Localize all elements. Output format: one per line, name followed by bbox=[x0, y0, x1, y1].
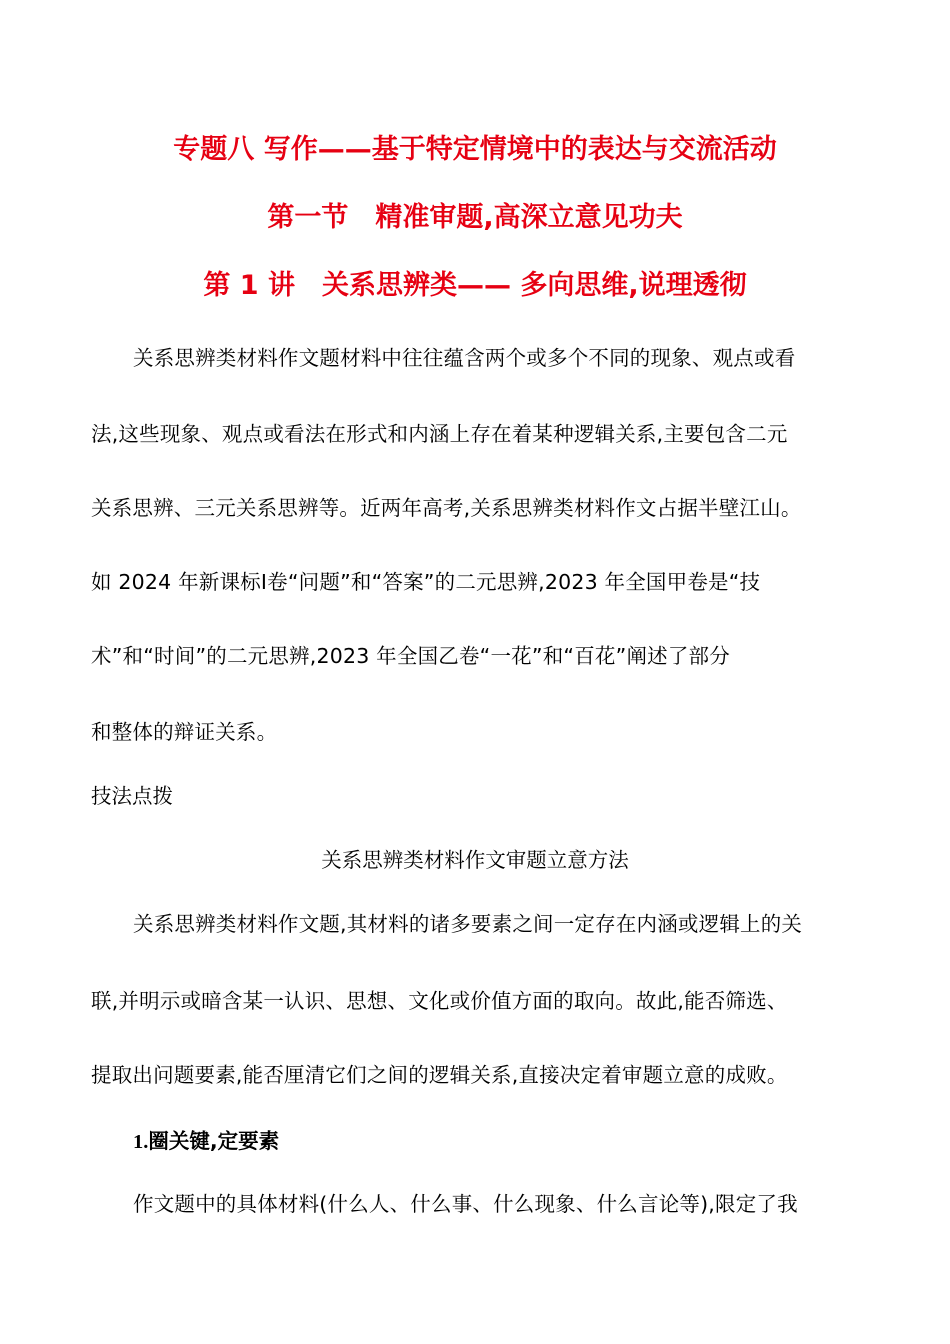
paragraph-line: 关系思辨类材料作文题,其材料的诸多要素之间一定存在内涵或逻辑上的关 bbox=[133, 912, 803, 936]
paragraph-line: 关系思辨、三元关系思辨等。近两年高考,关系思辨类材料作文占据半壁江山。 bbox=[91, 496, 802, 520]
point-number: 1. bbox=[133, 1131, 149, 1153]
paragraph-line: 关系思辨类材料作文题材料中往往蕴含两个或多个不同的现象、观点或看 bbox=[133, 346, 796, 370]
point-heading bbox=[133, 1124, 279, 1154]
method-title: 关系思辨类材料作文审题立意方法 bbox=[321, 848, 629, 872]
paragraph-line: 法,这些现象、观点或看法在形式和内涵上存在着某种逻辑关系,主要包含二元 bbox=[91, 422, 788, 446]
section-label: 技法点拨 bbox=[91, 784, 173, 808]
paragraph-line: 联,并明示或暗含某一认识、思想、文化或价值方面的取向。故此,能否筛选、 bbox=[91, 989, 788, 1013]
point-title: 圈关键,定要素 bbox=[148, 1129, 280, 1153]
paragraph-line: 提取出问题要素,能否厘清它们之间的逻辑关系,直接决定着审题立意的成败。 bbox=[91, 1063, 788, 1087]
paragraph-line: 如 2024 年新课标Ⅰ卷“问题”和“答案”的二元思辨,2023 年全国甲卷是“技 bbox=[91, 570, 761, 594]
paragraph-line: 术”和“时间”的二元思辨,2023 年全国乙卷“一花”和“百花”阐述了部分 bbox=[91, 644, 730, 668]
paragraph-line: 和整体的辩证关系。 bbox=[91, 720, 278, 744]
paragraph-line: 作文题中的具体材料(什么人、什么事、什么现象、什么言论等),限定了我 bbox=[133, 1192, 798, 1216]
section-heading: 第一节 精准审题,高深立意见功夫 bbox=[267, 202, 683, 233]
topic-heading: 专题八 写作——基于特定情境中的表达与交流活动 bbox=[173, 134, 777, 165]
lecture-heading: 第 1 讲 关系思辨类—— 多向思维,说理透彻 bbox=[203, 270, 747, 301]
